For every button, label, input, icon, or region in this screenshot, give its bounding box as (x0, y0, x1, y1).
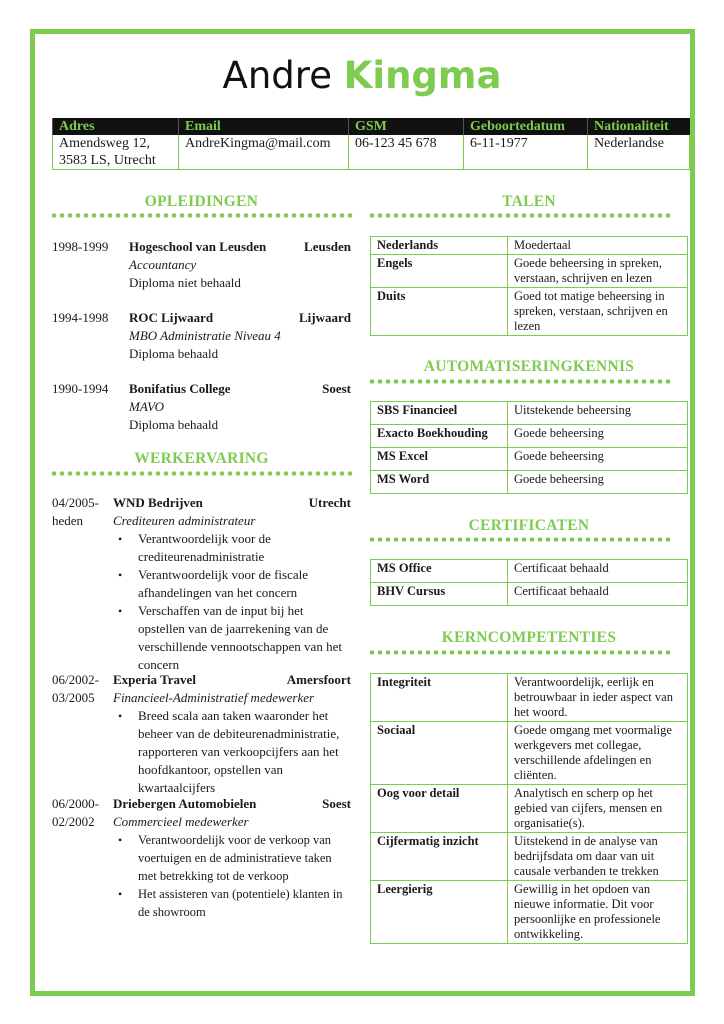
skill-level: Goede beheersing (508, 471, 688, 494)
work-item (52, 795, 351, 921)
address-line2: 3583 LS, Utrecht (59, 153, 156, 168)
school-name: Hogeschool van Leusden (129, 239, 267, 254)
company-place: Utrecht (308, 495, 351, 510)
competency-name: Integriteit (371, 674, 508, 722)
language-name: Nederlands (371, 237, 508, 255)
contact-values-row (53, 135, 690, 170)
languages-title: TALEN (502, 193, 556, 210)
language-name: Engels (371, 255, 508, 288)
competency-name: Sociaal (371, 722, 508, 785)
duty-item: • Breed scala aan taken waaronder het beheer van de debiteurenadministratie, rapporteren van verkoopcijfers aan het hoofdkantoor, opstellen van kwartaalcijfers (108, 707, 351, 797)
skill-name: SBS Financieel (371, 402, 508, 425)
work-item (52, 494, 351, 674)
last-name: Kingma (343, 54, 502, 97)
education-item (52, 380, 351, 434)
school-place: Lijwaard (299, 310, 351, 325)
candidate-name (0, 53, 724, 99)
table-row (371, 785, 688, 833)
table-row (371, 237, 688, 255)
skill-level: Goede beheersing (508, 448, 688, 471)
table-row (371, 833, 688, 881)
duties-list (108, 530, 351, 674)
competency-description: Gewillig in het opdoen van nieuwe informatie. Dit voor persoonlijke en professionele ontwikkeling. (508, 881, 688, 944)
competency-name: Oog voor detail (371, 785, 508, 833)
education-years: 1990-1994 (52, 381, 109, 396)
work-to: 02/2002 (52, 814, 95, 829)
work-title: WERKERVARING (134, 450, 269, 467)
competency-description: Verantwoordelijk, eerlijk en betrouwbaar in ieder aspect van het woord. (508, 674, 688, 722)
education-title: OPLEIDINGEN (144, 193, 259, 210)
education-years: 1994-1998 (52, 310, 109, 325)
company-name: WND Bedrijven (113, 495, 203, 510)
job-role: Commercieel medewerker (113, 814, 249, 829)
duty-item: • Verantwoordelijk voor de crediteurenadministratie (108, 530, 351, 566)
header-nationality: Nationaliteit (588, 118, 690, 135)
section-divider (368, 537, 673, 542)
section-divider (368, 213, 673, 218)
work-from: 04/2005- (52, 495, 99, 510)
header-email: Email (179, 118, 349, 135)
language-level: Goed tot matige beheersing in spreken, verstaan, schrijven en lezen (508, 288, 688, 336)
table-row (371, 255, 688, 288)
gsm-value: 06-123 45 678 (349, 135, 464, 170)
duty-item: • Verantwoordelijk voor de verkoop van voertuigen en de administratieve taken met betrekking tot de verkoop (108, 831, 351, 885)
skill-level: Goede beheersing (508, 425, 688, 448)
company-name: Driebergen Automobielen (113, 796, 257, 811)
duty-item: • Het assisteren van (potentiele) klanten in de showroom (108, 885, 351, 921)
competency-description: Analytisch en scherp op het gebied van cijfers, mensen en organisatie(s). (508, 785, 688, 833)
section-divider (368, 379, 673, 384)
table-row (371, 448, 688, 471)
header-address: Adres (53, 118, 179, 135)
address-line1: Amendsweg 12, (59, 136, 150, 151)
company-name: Experia Travel (113, 672, 196, 687)
languages-table (370, 236, 688, 336)
job-role: Crediteuren administrateur (113, 513, 256, 528)
competency-name: Leergierig (371, 881, 508, 944)
language-level: Goede beheersing in spreken, verstaan, schrijven en lezen (508, 255, 688, 288)
certificates-title: CERTIFICATEN (468, 517, 590, 534)
company-place: Amersfoort (286, 672, 351, 687)
duty-item: • Verschaffen van de input bij het opstellen van de jaarrekening van de verschillende vennootschappen van het concern (108, 602, 351, 674)
skill-name: MS Excel (371, 448, 508, 471)
competency-description: Uitstekend in de analyse van bedrijfsdata om daar van uit causale verbanden te trekken (508, 833, 688, 881)
table-row (371, 881, 688, 944)
computer-skills-title: AUTOMATISERINGKENNIS (423, 358, 635, 375)
education-item (52, 238, 351, 292)
email-value[interactable]: AndreKingma@mail.com (179, 135, 349, 170)
program: MAVO (129, 399, 165, 414)
duty-item: • Verantwoordelijk voor de fiscale afhandelingen van het concern (108, 566, 351, 602)
certificate-status: Certificaat behaald (508, 583, 688, 606)
nationality-value: Nederlandse (588, 135, 690, 170)
language-level: Moedertaal (508, 237, 688, 255)
education-years: 1998-1999 (52, 239, 109, 254)
section-divider (50, 471, 353, 476)
skill-name: MS Word (371, 471, 508, 494)
result: Diploma niet behaald (129, 275, 241, 290)
duties-list (108, 707, 351, 797)
language-name: Duits (371, 288, 508, 336)
result: Diploma behaald (129, 346, 219, 361)
school-place: Leusden (304, 239, 351, 254)
table-row (371, 402, 688, 425)
work-to: heden (52, 513, 84, 528)
duties-list (108, 831, 351, 921)
certificate-name: MS Office (371, 560, 508, 583)
competency-description: Goede omgang met voormalige werkgevers met collegae, verschillende afdelingen en cliënten. (508, 722, 688, 785)
section-divider (368, 650, 673, 655)
computer-skills-table (370, 401, 688, 494)
company-place: Soest (322, 796, 351, 811)
competencies-title: KERNCOMPETENTIES (441, 629, 617, 646)
education-item (52, 309, 351, 363)
table-row (371, 560, 688, 583)
table-row (371, 583, 688, 606)
program: Accountancy (129, 257, 197, 272)
table-row (371, 674, 688, 722)
section-divider (50, 213, 353, 218)
table-row (371, 288, 688, 336)
job-role: Financieel-Administratief medewerker (113, 690, 315, 705)
work-to: 03/2005 (52, 690, 95, 705)
certificate-status: Certificaat behaald (508, 560, 688, 583)
school-name: ROC Lijwaard (129, 310, 214, 325)
table-row (371, 471, 688, 494)
skill-name: Exacto Boekhouding (371, 425, 508, 448)
work-from: 06/2002- (52, 672, 99, 687)
certificate-name: BHV Cursus (371, 583, 508, 606)
school-place: Soest (322, 381, 351, 396)
table-row (371, 425, 688, 448)
address-cell (53, 135, 179, 170)
work-from: 06/2000- (52, 796, 99, 811)
first-name: Andre (222, 54, 332, 97)
birthdate-value: 6-11-1977 (464, 135, 588, 170)
work-item (52, 671, 351, 797)
contact-info-table (52, 118, 690, 170)
competency-name: Cijfermatig inzicht (371, 833, 508, 881)
skill-level: Uitstekende beheersing (508, 402, 688, 425)
header-gsm: GSM (349, 118, 464, 135)
contact-header-row (53, 118, 690, 135)
certificates-table (370, 559, 688, 606)
table-row (371, 722, 688, 785)
competencies-table (370, 673, 688, 944)
school-name: Bonifatius College (129, 381, 231, 396)
header-birthdate: Geboortedatum (464, 118, 588, 135)
result: Diploma behaald (129, 417, 219, 432)
program: MBO Administratie Niveau 4 (129, 328, 281, 343)
